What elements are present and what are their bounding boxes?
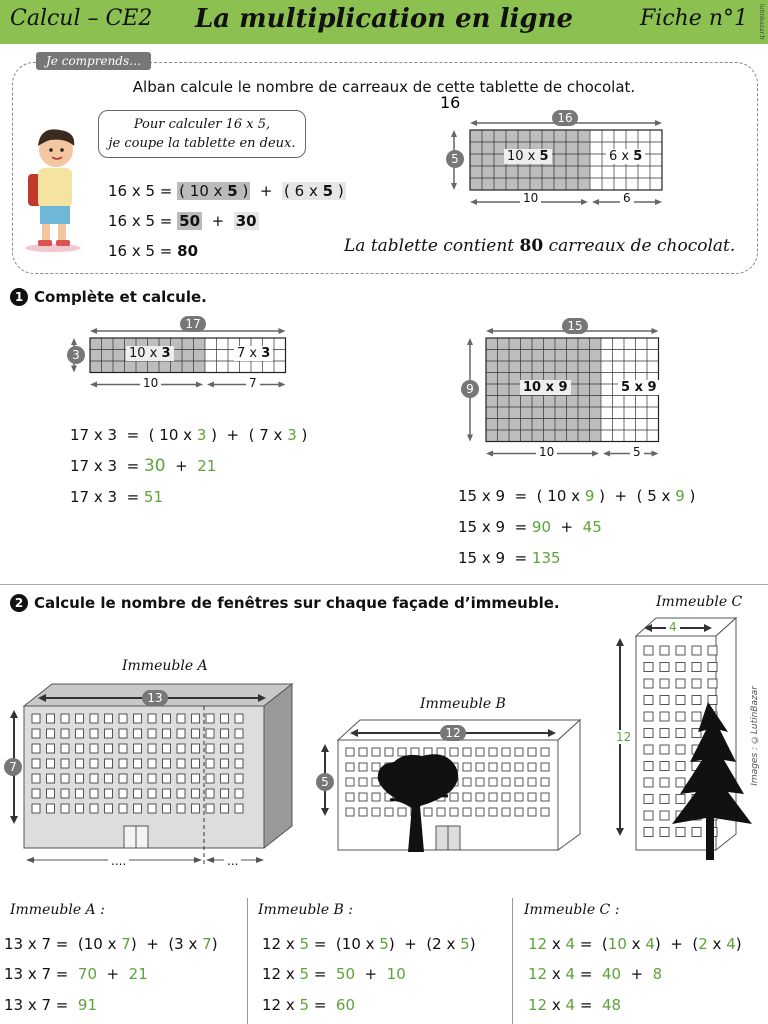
answer-c-line-3: 12 x 4 = 48: [528, 996, 622, 1014]
intro-equation-2: 16 x 5 = 50 + 30: [108, 212, 257, 230]
ex1-grid-b-right-label: 5 x 9: [618, 380, 660, 395]
answer-b-line-2: 12 x 5 = 50 + 10: [262, 965, 406, 983]
building-c-height: 12: [616, 730, 632, 744]
answer-a-label: Immeuble A :: [10, 902, 105, 918]
ex1-grid-b-total: 15: [562, 318, 588, 334]
building-a-width-badge: 13: [142, 690, 168, 706]
ex1-a-line-2: 17 x 3 = 30 + 21: [70, 456, 217, 476]
intro-grid-total: 16: [440, 93, 461, 112]
building-c-name: Immeuble C: [656, 594, 743, 610]
intro-grid-left-label: 10 x 5: [504, 149, 552, 164]
building-a-dots-2: ...: [224, 854, 241, 868]
images-credit: Images : ©LutinBazar: [750, 686, 760, 786]
answer-a-line-3: 13 x 7 = 91: [4, 996, 98, 1014]
section-separator: [0, 584, 768, 585]
intro-conclusion: La tablette contient 80 carreaux de chocolat.: [344, 236, 736, 256]
bubble-line-1: Pour calculer 16 x 5,: [133, 117, 271, 132]
answer-a-line-2: 13 x 7 = 70 + 21: [4, 965, 148, 983]
ex1-grid-b-left-width: 10: [536, 445, 557, 459]
ex1-a-line-3: 17 x 3 = 51: [70, 488, 164, 506]
header-subject: Calcul – CE2: [10, 6, 153, 31]
answer-c-line-1: 12 x 4 = (10 x 4) + (2 x 4): [528, 935, 742, 953]
ex1-grid-a-total: 17: [180, 316, 206, 332]
intro-text: Alban calcule le nombre de carreaux de cette tablette de chocolat.: [132, 78, 636, 96]
ex1-b-line-2: 15 x 9 = 90 + 45: [458, 518, 602, 536]
ex1-b-line-3: 15 x 9 = 135: [458, 549, 561, 567]
column-divider-1: [247, 898, 248, 1024]
answer-b-label: Immeuble B :: [258, 902, 354, 918]
intro-grid-right-label: 6 x 5: [606, 149, 645, 164]
answer-b-line-3: 12 x 5 = 60: [262, 996, 356, 1014]
intro-equation-1: 16 x 5 = ( 10 x 5 ) + ( 6 x 5 ): [108, 182, 344, 200]
building-b-width-badge: 12: [440, 725, 466, 741]
building-b-name: Immeuble B: [420, 696, 506, 712]
speech-bubble: [98, 110, 306, 158]
ex1-grid-a-rows: 3: [67, 346, 85, 364]
page-title: La multiplication en ligne: [194, 4, 574, 34]
intro-grid-left-width: 10: [520, 191, 541, 205]
intro-grid-rows-badge: 5: [446, 150, 464, 168]
ex1-grid-b-rows: 9: [461, 380, 479, 398]
building-c-width: 4: [666, 620, 680, 634]
building-a-dots-1: ....: [108, 854, 129, 868]
answer-c-label: Immeuble C :: [524, 902, 620, 918]
exercise-2-title: 2 Calcule le nombre de fenêtres sur chaque façade d’immeuble.: [10, 594, 560, 612]
ex1-grid-b-left-label: 10 x 9: [520, 380, 571, 395]
ex1-grid-a-left-label: 10 x 3: [126, 346, 174, 361]
building-a-height-badge: 7: [4, 758, 22, 776]
ex1-grid-a-left-width: 10: [140, 376, 161, 390]
building-b-height-badge: 5: [316, 773, 334, 791]
bubble-line-2: je coupe la tablette en deux.: [108, 136, 296, 151]
ex1-grid-b-right-width: 5: [630, 445, 644, 459]
intro-tag: Je comprends…: [36, 52, 151, 70]
exercise-1-title: 1 Complète et calcule.: [10, 288, 207, 306]
intro-equation-3: 16 x 5 = 80: [108, 242, 199, 260]
header-sheet-number: Fiche n°1: [640, 6, 748, 31]
answer-b-line-1: 12 x 5 = (10 x 5) + (2 x 5): [262, 935, 476, 953]
ex1-grid-a-right-label: 7 x 3: [234, 346, 273, 361]
header-credit: lutinbazar.fr: [758, 4, 765, 41]
building-a-name: Immeuble A: [122, 658, 208, 674]
boy-illustration: [20, 124, 86, 254]
ex1-grid-a-right-width: 7: [246, 376, 260, 390]
column-divider-2: [512, 898, 513, 1024]
ex1-b-line-1: 15 x 9 = ( 10 x 9 ) + ( 5 x 9 ): [458, 487, 696, 505]
intro-grid-total-badge: 16: [552, 110, 578, 126]
ex1-a-line-1: 17 x 3 = ( 10 x 3 ) + ( 7 x 3 ): [70, 426, 308, 444]
intro-grid-right-width: 6: [620, 191, 634, 205]
answer-a-line-1: 13 x 7 = (10 x 7) + (3 x 7): [4, 935, 218, 953]
answer-c-line-2: 12 x 4 = 40 + 8: [528, 965, 663, 983]
